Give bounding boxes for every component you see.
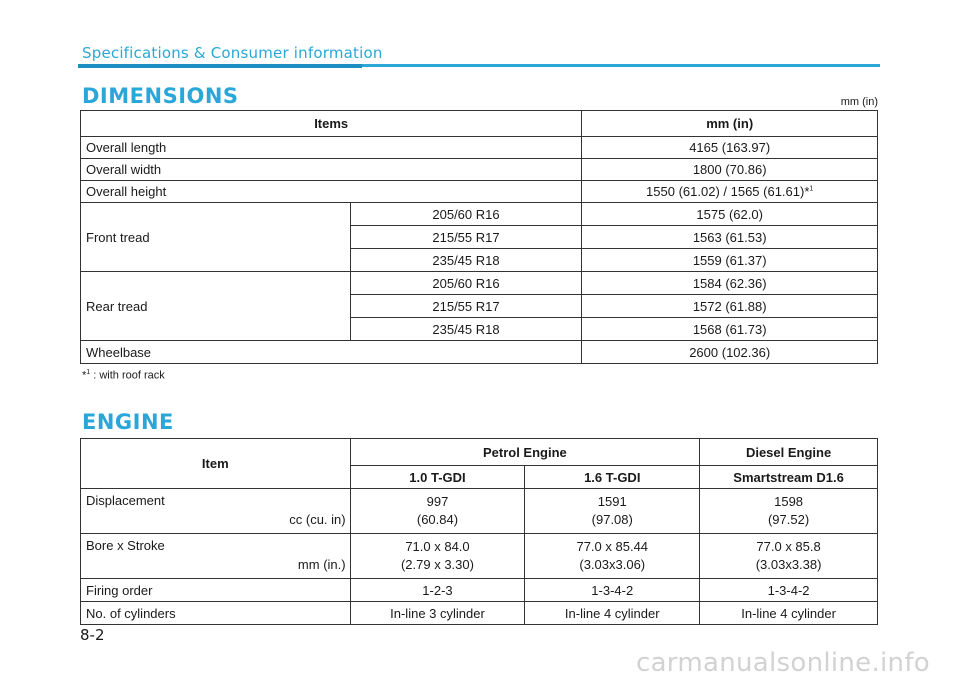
- table-row: [81, 602, 878, 625]
- row-label: Overall height: [81, 181, 582, 203]
- table-row: [81, 341, 878, 364]
- tire-size: 205/60 R16: [350, 203, 582, 226]
- dimensions-unit-note: mm (in): [840, 96, 878, 108]
- row-label: Bore x Stroke mm (in.): [81, 534, 351, 579]
- row-value: In-line 4 cylinder: [700, 602, 878, 625]
- row-label: Front tread: [81, 203, 351, 272]
- row-label: Wheelbase: [81, 341, 582, 364]
- table-header-row: [81, 111, 878, 137]
- table-row: [81, 534, 878, 579]
- section-title: Specifications & Consumer information: [82, 44, 383, 62]
- col-10-tgdi: 1.0 T-GDI: [350, 466, 525, 489]
- table-row: [81, 181, 878, 203]
- row-value: 1559 (61.37): [582, 249, 878, 272]
- row-label: Firing order: [81, 579, 351, 602]
- row-label: Displacement cc (cu. in): [81, 489, 351, 534]
- row-value: In-line 3 cylinder: [350, 602, 525, 625]
- tire-size: 235/45 R18: [350, 249, 582, 272]
- table-row: [81, 272, 878, 295]
- table-row: [81, 579, 878, 602]
- engine-table: [80, 438, 878, 625]
- row-value: In-line 4 cylinder: [525, 602, 700, 625]
- table-row: [81, 203, 878, 226]
- row-value: 1575 (62.0): [582, 203, 878, 226]
- row-value: 71.0 x 84.0 (2.79 x 3.30): [350, 534, 525, 579]
- row-value: 1591 (97.08): [525, 489, 700, 534]
- engine-title: ENGINE: [82, 410, 174, 434]
- tire-size: 215/55 R17: [350, 226, 582, 249]
- tire-size: 205/60 R16: [350, 272, 582, 295]
- row-value: 77.0 x 85.8 (3.03x3.38): [700, 534, 878, 579]
- table-row: [81, 137, 878, 159]
- row-value: 1-3-4-2: [525, 579, 700, 602]
- row-value: 2600 (102.36): [582, 341, 878, 364]
- col-items-header: Items: [81, 111, 582, 137]
- row-value: 1598 (97.52): [700, 489, 878, 534]
- row-label: Overall width: [81, 159, 582, 181]
- table-row: [81, 159, 878, 181]
- row-value: 1800 (70.86): [582, 159, 878, 181]
- row-label: Rear tread: [81, 272, 351, 341]
- table-header-row: [81, 439, 878, 466]
- row-value: 1563 (61.53): [582, 226, 878, 249]
- row-label: No. of cylinders: [81, 602, 351, 625]
- col-diesel-header: Diesel Engine: [700, 439, 878, 466]
- col-mm-header: mm (in): [582, 111, 878, 137]
- tire-size: 235/45 R18: [350, 318, 582, 341]
- row-value: 1568 (61.73): [582, 318, 878, 341]
- row-value: 1-3-4-2: [700, 579, 878, 602]
- row-value: 997 (60.84): [350, 489, 525, 534]
- row-value: 1584 (62.36): [582, 272, 878, 295]
- dimensions-title: DIMENSIONS: [82, 84, 239, 108]
- dimensions-table: [80, 110, 878, 364]
- row-value: 1550 (61.02) / 1565 (61.61)*$^1$: [582, 181, 878, 203]
- row-value: 1-2-3: [350, 579, 525, 602]
- watermark: carmanualsonline.info: [635, 648, 930, 678]
- row-value: 4165 (163.97): [582, 137, 878, 159]
- row-value: 1572 (61.88): [582, 295, 878, 318]
- col-item-header: Item: [81, 439, 351, 489]
- header-rule-accent: [78, 64, 362, 68]
- row-label: Overall length: [81, 137, 582, 159]
- col-16-tgdi: 1.6 T-GDI: [525, 466, 700, 489]
- col-d16: Smartstream D1.6: [700, 466, 878, 489]
- row-value: 77.0 x 85.44 (3.03x3.06): [525, 534, 700, 579]
- page-number: 8-2: [80, 626, 105, 644]
- tire-size: 215/55 R17: [350, 295, 582, 318]
- table-row: [81, 489, 878, 534]
- col-petrol-header: Petrol Engine: [350, 439, 700, 466]
- dimensions-footnote: *$^1$ : with roof rack: [82, 369, 165, 382]
